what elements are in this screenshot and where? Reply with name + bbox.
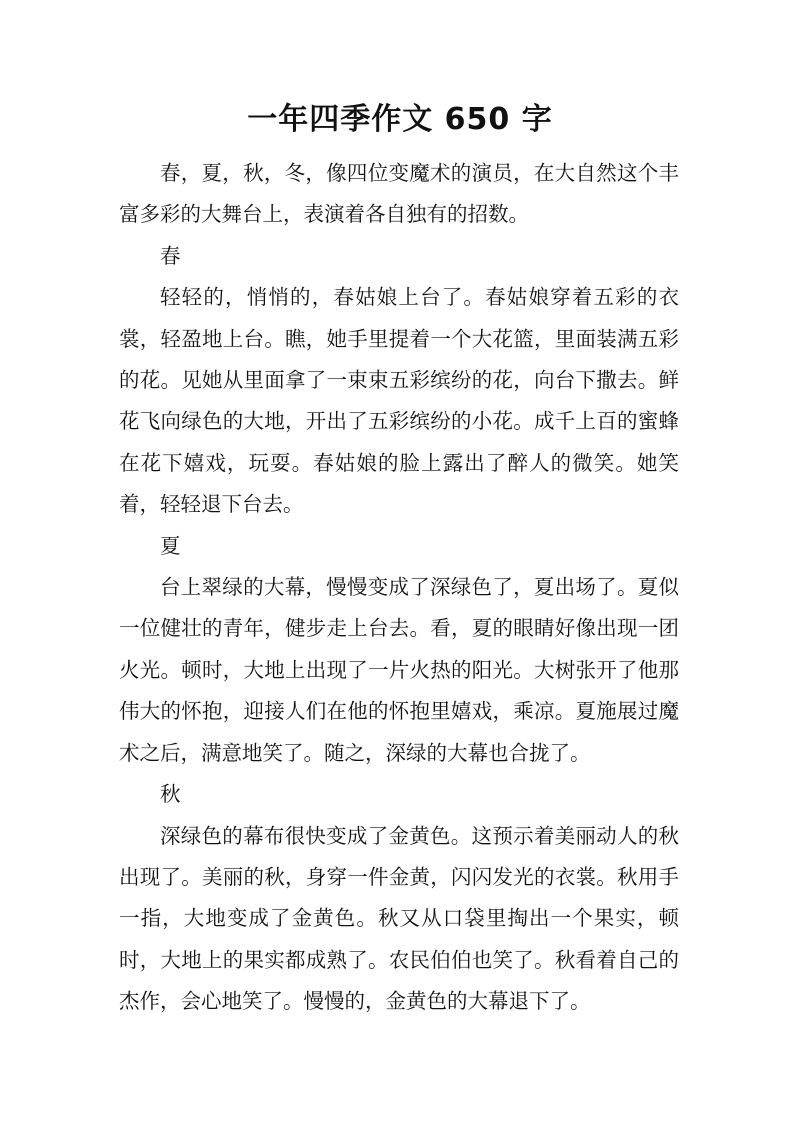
- document-body: [119, 153, 679, 1023]
- section-heading-summer: 夏: [160, 533, 181, 558]
- paragraph-autumn: 深绿色的幕布很快变成了金黄色。这预示着美丽动人的秋出现了。美丽的秋，身穿一件金黄，闪闪发光的衣裳。秋用手一指，大地变成了金黄色。秋又从口袋里掏出一个果实，顿时，大地上的果实都成熟了。农民伯伯也笑了。秋看着自己的杰作，会心地笑了。慢慢的，金黄色的大幕退下了。: [119, 823, 679, 1014]
- document-title: 一年四季作文 650 字: [247, 102, 553, 137]
- paragraph-summer: 台上翠绿的大幕，慢慢变成了深绿色了，夏出场了。夏似一位健壮的青年，健步走上台去。看，夏的眼睛好像出现一团火光。顿时，大地上出现了一片火热的阳光。大树张开了他那伟大的怀抱，迎接人们在他的怀抱里嬉戏，乘凉。夏施展过魔术之后，满意地笑了。随之，深绿的大幕也合拢了。: [119, 575, 679, 765]
- paragraph-spring: 轻轻的，悄悄的，春姑娘上台了。春姑娘穿着五彩的衣裳，轻盈地上台。瞧，她手里提着一个大花篮，里面装满五彩的花。见她从里面拿了一束束五彩缤纷的花，向台下撒去。鲜花飞向绿色的大地，开出了五彩缤纷的小花。成千上百的蜜蜂在花下嬉戏，玩耍。春姑娘的脸上露出了醉人的微笑。她笑着，轻轻退下台去。: [119, 285, 679, 517]
- section-heading-spring: 春: [160, 243, 181, 268]
- paragraph-intro: 春，夏，秋，冬，像四位变魔术的演员，在大自然这个丰富多彩的大舞台上，表演着各自独有的招数。: [119, 161, 679, 227]
- section-heading-autumn: 秋: [160, 782, 181, 807]
